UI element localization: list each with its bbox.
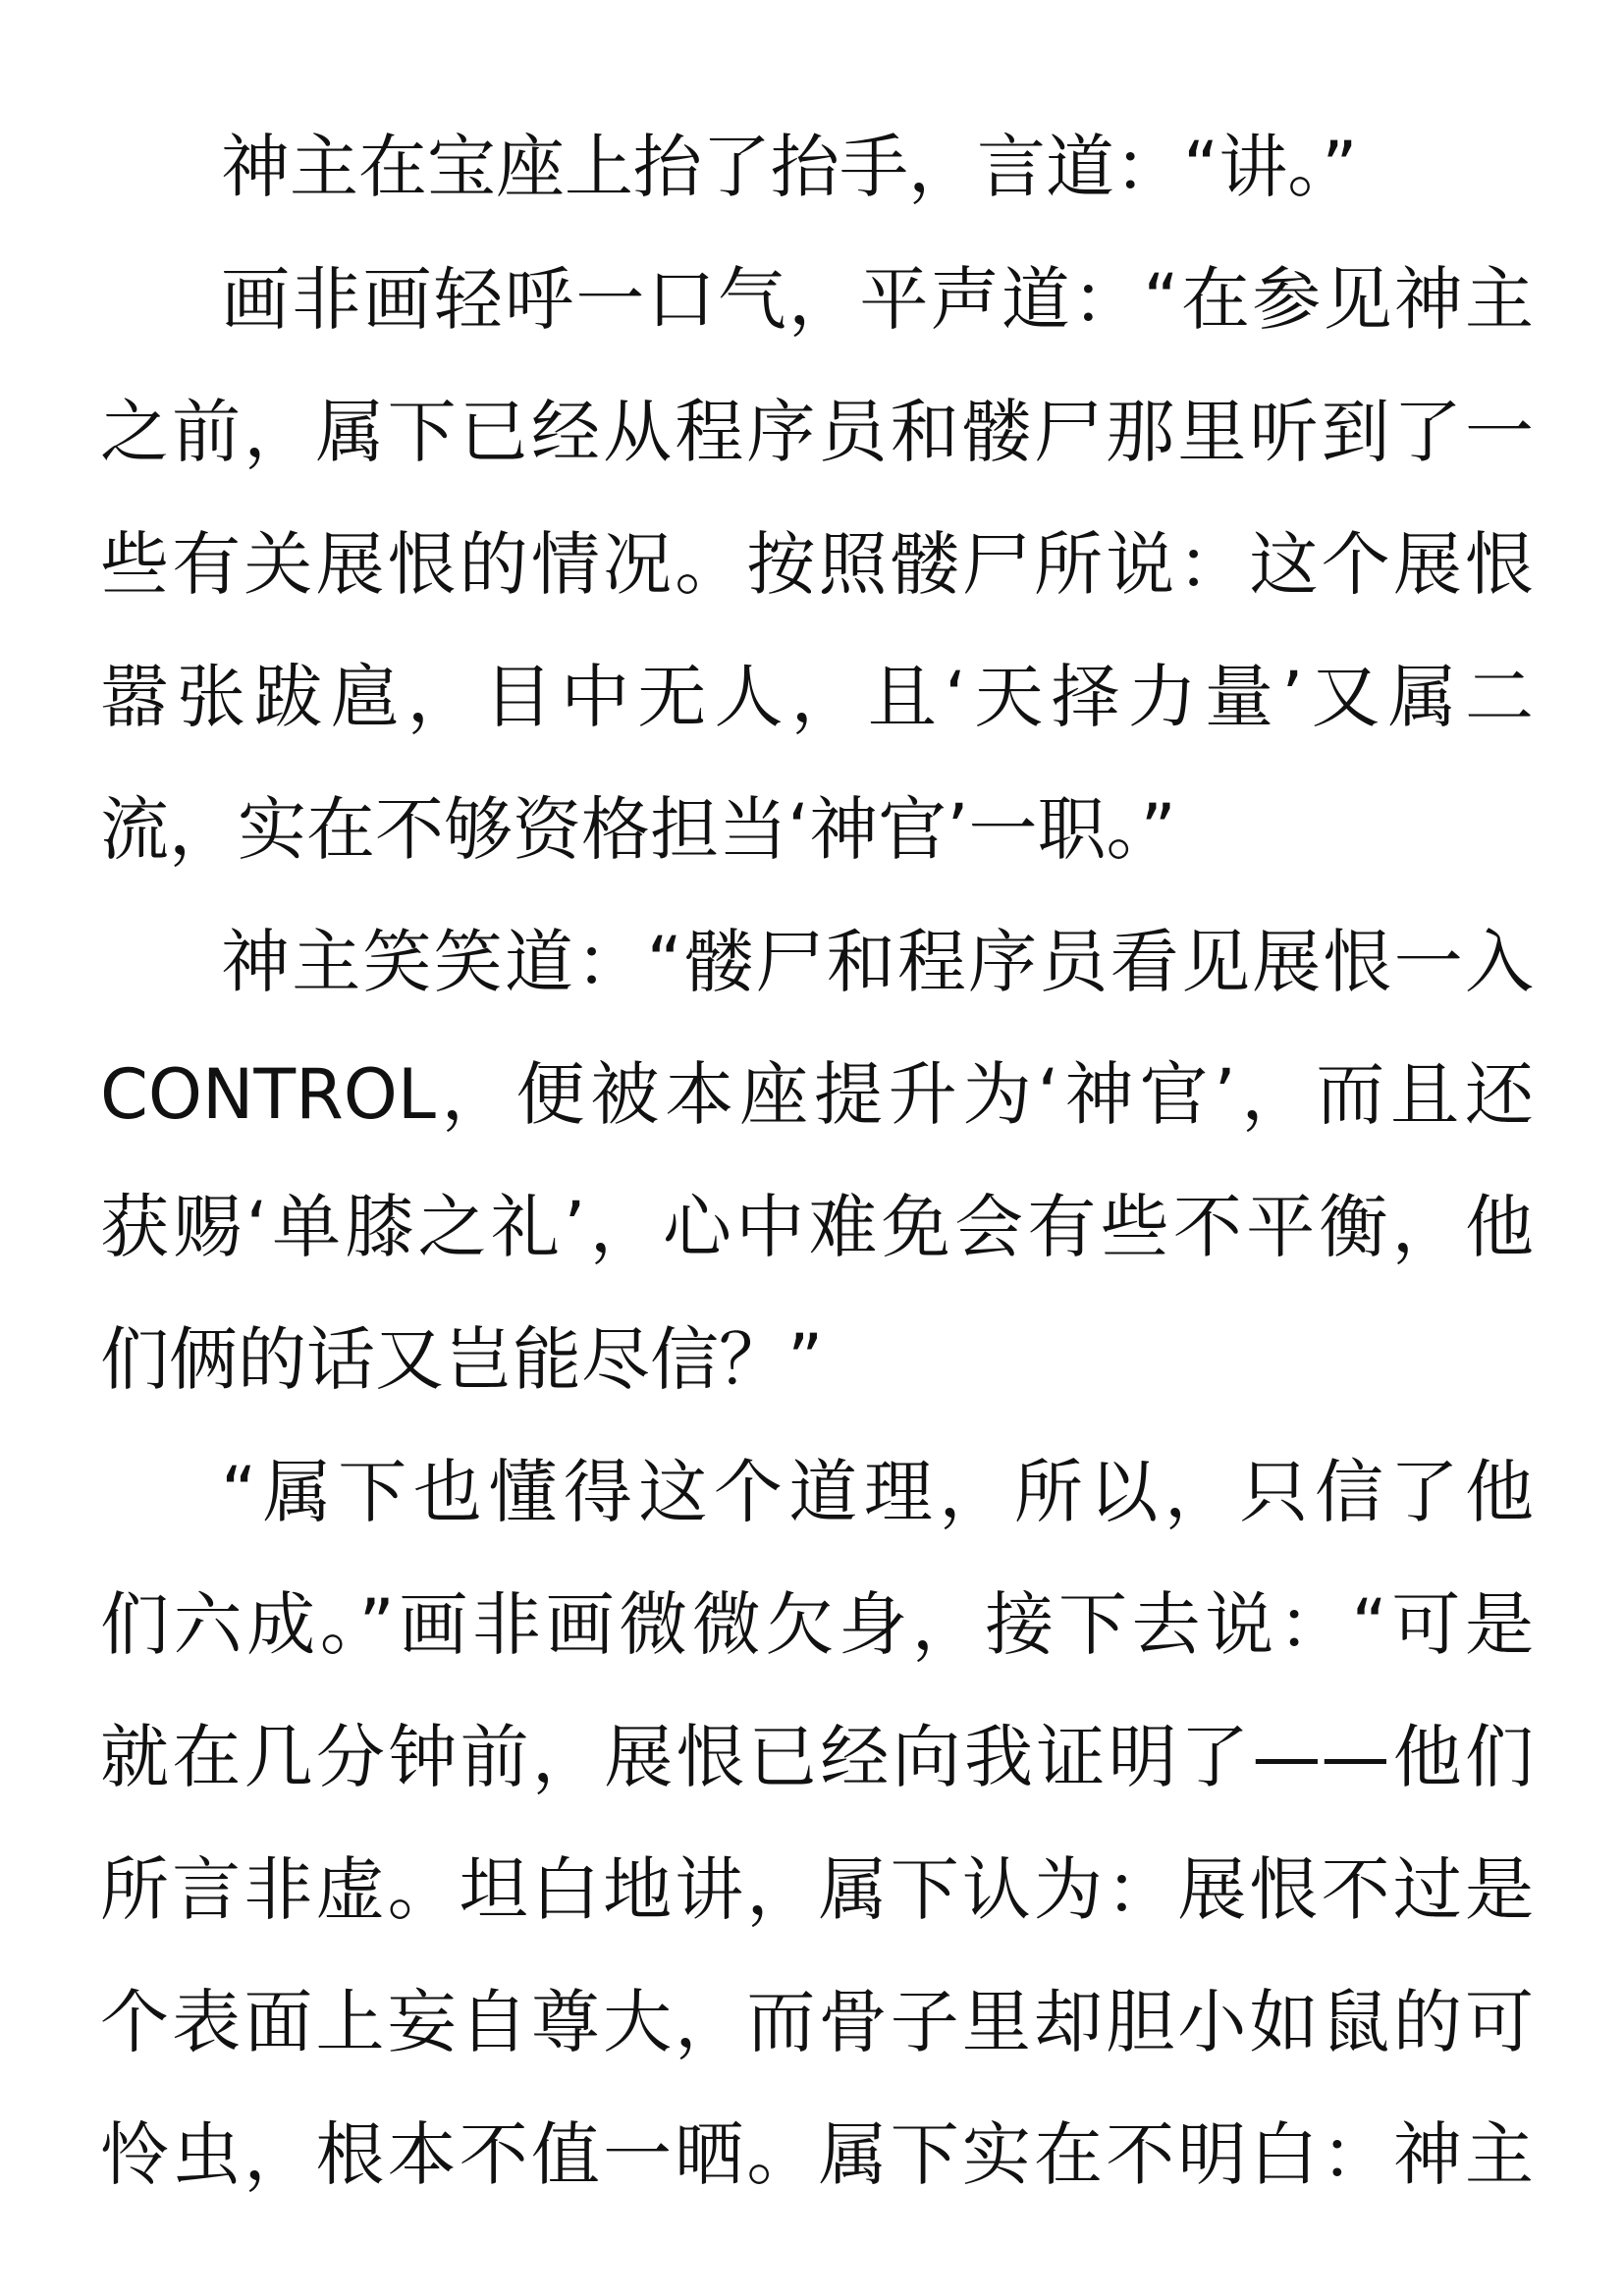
text-line: 之前，属下已经从程序员和髅尸那里听到了一: [100, 392, 1534, 472]
text-line: 神主在宝座上抬了抬手，言道：“讲。”: [221, 127, 1358, 207]
text-line: “属下也懂得这个道理，所以，只信了他: [221, 1452, 1534, 1532]
text-line: 流，实在不够资格担当‘神官’一职。”: [100, 789, 1176, 870]
text-line: 些有关展恨的情况。按照髅尸所说：这个展恨: [100, 524, 1534, 605]
text-line: 获赐‘单膝之礼’，心中难免会有些不平衡，他: [100, 1187, 1534, 1267]
text-line: 嚣张跋扈，目中无人，且‘天择力量’又属二: [100, 657, 1534, 737]
text-line: 画非画轻呼一口气，平声道：“在参见神主: [221, 259, 1534, 340]
text-line: 所言非虚。坦白地讲，属下认为：展恨不过是: [100, 1849, 1534, 1930]
text-line: CONTROL，便被本座提升为‘神官’，而且还: [100, 1054, 1534, 1135]
text-line: 怜虫，根本不值一晒。属下实在不明白：神主: [100, 2114, 1534, 2195]
text-line: 就在几分钟前，展恨已经向我证明了——他们: [100, 1717, 1534, 1797]
text-line: 神主笑笑道：“髅尸和程序员看见展恨一入: [221, 922, 1534, 1002]
text-line: 个表面上妄自尊大，而骨子里却胆小如鼠的可: [100, 1982, 1534, 2062]
text-line: 们俩的话又岂能尽信？”: [100, 1319, 824, 1400]
text-line: 们六成。”画非画微微欠身，接下去说：“可是: [100, 1584, 1534, 1665]
